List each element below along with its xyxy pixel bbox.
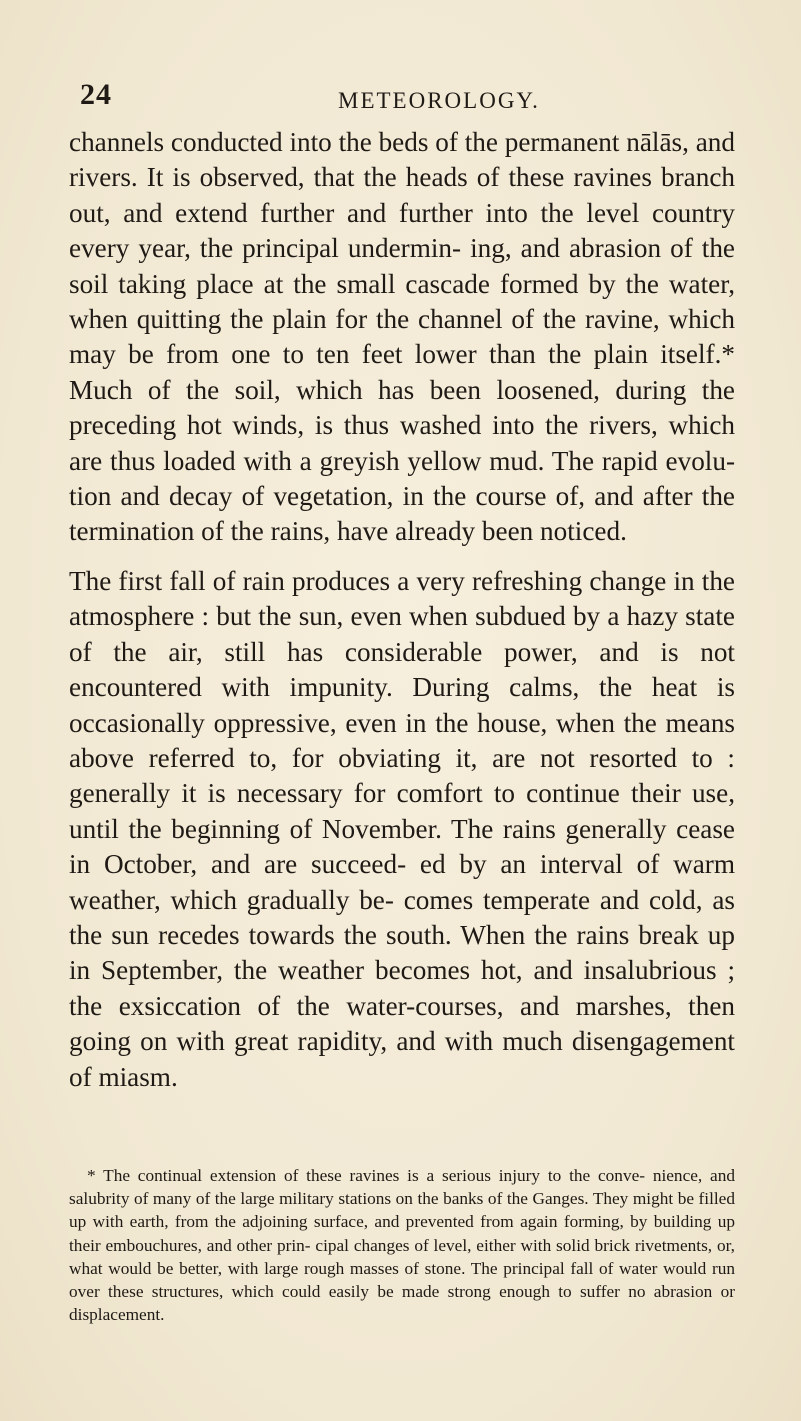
page-header [80,78,760,118]
paragraph-2: The first fall of rain produces a very refreshing change in the atmosphere : but the sun, even when subdued by a hazy state of the air, still has considerable power, and is not encountered with impunity. During calms, the heat is occasionally oppressive, even in the house, when the means above referred to, for obviating it, are not resorted to : generally it is necessary for comfort to continue their use, until the beginning of November. The rains generally cease in October, and are succeed- ed by an interval of warm weather, which gradually be- comes temperate and cold, as the sun recedes towards the south. When the rains break up in September, the weather becomes hot, and insalubrious ; the exsiccation of the water-courses, and marshes, then going on with great rapidity, and with much disengagement of miasm. [69,565,735,1092]
paragraph-1: channels conducted into the beds of the permanent nālās, and rivers. It is observed, that the heads of these ravines branch out, and extend further and further into the level country every year, the principal undermin- ing, and abrasion of the soil taking place at the small cascade formed by the water, when quitting the plain for the channel of the ravine, which may be from one to ten feet lower than the plain itself.* Much of the soil, which has been loosened, during the preceding hot winds, is thus washed into the rivers, which are thus loaded with a greyish yellow mud. The rapid evolu- tion and decay of vegetation, in the course of, and after the termination of the rains, have already been noticed. [69,127,735,547]
footnote [69,1164,735,1326]
page-number: 24 [80,78,112,111]
footnote-text: * The continual extension of these ravines is a serious injury to the conve- nience, and salubrity of many of the large military stations on the banks of the Ganges. They might be filled up with earth, from the adjoining surface, and prevented from again forming, by building up their embouchures, and other prin- cipal changes of level, either with solid brick rivetments, or, what would be better, with large rough masses of stone. The principal fall of water would run over these structures, which could easily be made strong enough to suffer no abrasion or displacement. [69,1166,735,1325]
running-head: METEOROLOGY. [338,88,540,113]
body-text [69,125,735,1095]
